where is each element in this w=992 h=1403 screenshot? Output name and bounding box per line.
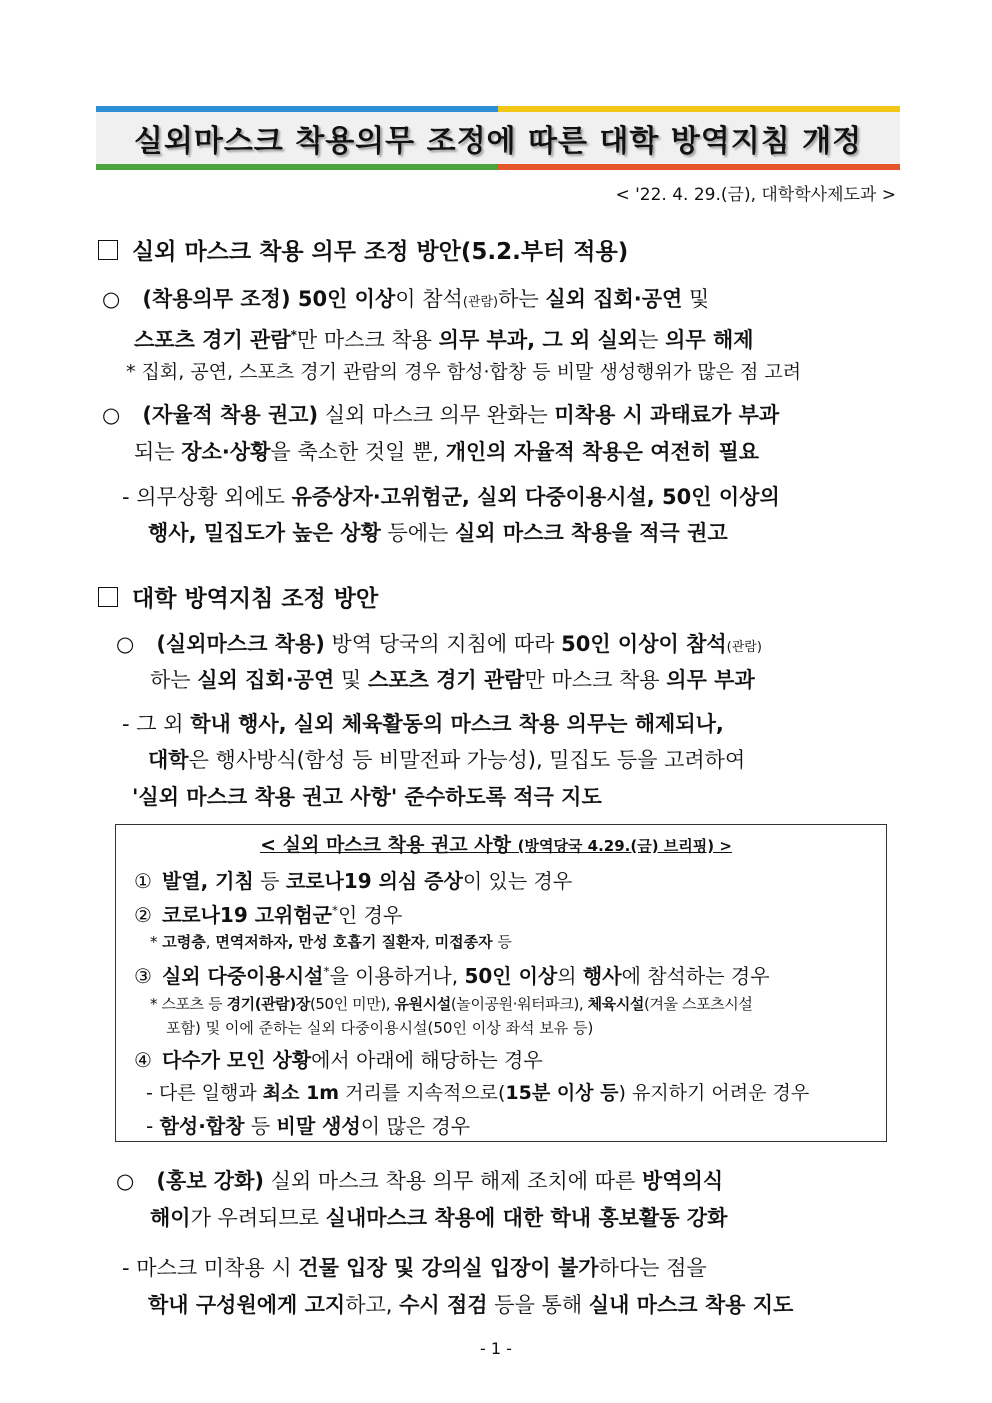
bullet-icon: ○ [116, 1169, 135, 1193]
section1-heading-text: 실외 마스크 착용 의무 조정 방안(5.2.부터 적용) [132, 239, 629, 265]
bullet-icon: ○ [102, 287, 121, 311]
s2-bullet1-line2: 하는 실외 집회·공연 및 스포츠 경기 관람만 마스크 착용 의무 부과 [150, 668, 755, 692]
recommendation-box-title: < 실외 마스크 착용 권고 사항 (방역당국 4.29.(금) 브리핑) > [260, 834, 732, 856]
s2-dash-line1: - 그 외 학내 행사, 실외 체육활동의 마스크 착용 의무는 해제되나, [122, 712, 724, 736]
section2-heading [98, 580, 378, 613]
title-banner [96, 112, 900, 164]
bullet-icon: ○ [102, 403, 121, 427]
banner-bottom-stripe [96, 164, 900, 170]
s1-bullet2-line2: 되는 장소·상황을 축소한 것일 뿐, 개인의 자율적 착용은 여전히 필요 [134, 440, 760, 464]
recommendation-item-2: ② 코로나19 고위험군*인 경우 [134, 903, 403, 927]
s2-bullet2-line1: ○ (홍보 강화) 실외 마스크 착용 의무 해제 조치에 따른 방역의식 [116, 1169, 724, 1193]
s1-dash-line2: 행사, 밀집도가 높은 상황 등에는 실외 마스크 착용을 적극 권고 [148, 521, 728, 545]
bullet-icon: ○ [116, 632, 135, 656]
recommendation-item-3-note-line1: * 스포츠 등 경기(관람)장(50인 미만), 유원시설(놀이공원·워터파크), 체육시설(겨울 스포츠시설 [150, 995, 753, 1013]
recommendation-item-2-note: * 고령층, 면역저하자, 만성 호흡기 질환자, 미접종자 등 [150, 933, 512, 951]
s2-bullet2-line2: 해이가 우려되므로 실내마스크 착용에 대한 학내 홍보활동 강화 [150, 1206, 728, 1230]
recommendation-item-4: ④ 다수가 모인 상황에서 아래에 해당하는 경우 [134, 1048, 543, 1072]
s1-bullet1-line1: ○ (착용의무 조정) 50인 이상이 참석(관람)하는 실외 집회·공연 및 [102, 287, 710, 311]
recommendation-item-4-sub1: - 다른 일행과 최소 1m 거리를 지속적으로(15분 이상 등) 유지하기 어려운 경우 [146, 1082, 810, 1104]
section2-heading-text: 대학 방역지침 조정 방안 [132, 586, 379, 612]
recommendation-item-3-note-line2: 포함) 및 이에 준하는 실외 다중이용시설(50인 이상 좌석 보유 등) [166, 1019, 594, 1037]
s1-dash-line1: - 의무상황 외에도 유증상자·고위험군, 실외 다중이용시설, 50인 이상의 [122, 485, 780, 509]
checkbox-square-icon [98, 587, 118, 607]
s2-dash2-line2: 학내 구성원에게 고지하고, 수시 점검 등을 통해 실내 마스크 착용 지도 [148, 1293, 794, 1317]
s2-dash2-line1: - 마스크 미착용 시 건물 입장 및 강의실 입장이 불가하다는 점을 [122, 1256, 707, 1280]
recommendation-item-4-sub2: - 함성·합창 등 비말 생성이 많은 경우 [146, 1114, 471, 1138]
date-line: < '22. 4. 29.(금), 대학학사제도과 > [615, 185, 896, 205]
s2-dash-line3: '실외 마스크 착용 권고 사항' 준수하도록 적극 지도 [132, 785, 602, 809]
section1-heading [98, 233, 628, 266]
s2-bullet1-line1: ○ (실외마스크 착용) 방역 당국의 지침에 따라 50인 이상이 참석(관람) [116, 632, 762, 656]
s2-dash-line2: 대학은 행사방식(함성 등 비말전파 가능성), 밀집도 등을 고려하여 [148, 748, 746, 772]
page-title: 실외마스크 착용의무 조정에 따른 대학 방역지침 개정 [133, 124, 863, 159]
recommendation-item-1: ① 발열, 기침 등 코로나19 의심 증상이 있는 경우 [134, 869, 573, 893]
page-number: - 1 - [480, 1339, 512, 1358]
s1-bullet1-line2: 스포츠 경기 관람*만 마스크 착용 의무 부과, 그 외 실외는 의무 해제 [134, 328, 754, 352]
s1-bullet1-note: * 집회, 공연, 스포츠 경기 관람의 경우 함성·합창 등 비말 생성행위가 많은 점 고려 [126, 361, 802, 383]
s1-bullet2-line1: ○ (자율적 착용 권고) 실외 마스크 의무 완화는 미착용 시 과태료가 부과 [102, 403, 780, 427]
recommendation-item-3: ③ 실외 다중이용시설*을 이용하거나, 50인 이상의 행사에 참석하는 경우 [134, 964, 770, 988]
checkbox-square-icon [98, 240, 118, 260]
